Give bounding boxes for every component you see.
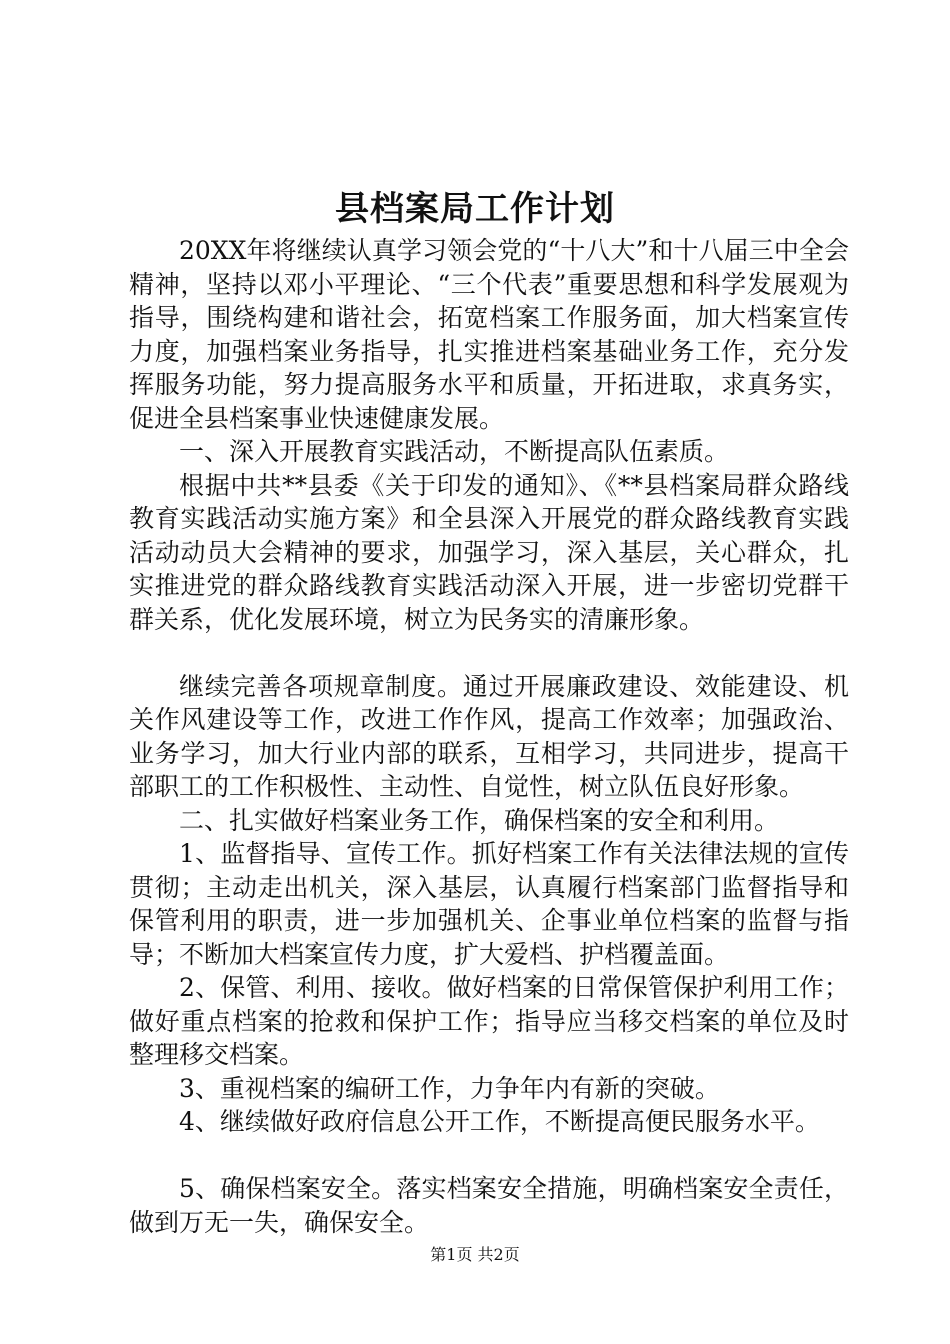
paragraph-education-practice: 根据中共**县委《关于印发的通知》、《**县档案局群众路线教育实践活动实施方案》和全县深入开展党的群众路线教育实践活动动员大会精神的要求，加强学习，深入基层，关心群众，扎实推进党的群众路线教育实践活动深入开展，进一步密切党群干群关系，优化发展环境，树立为民务实的清廉形象。 bbox=[129, 470, 849, 634]
section-heading-1: 一、深入开展教育实践活动，不断提高队伍素质。 bbox=[179, 437, 730, 466]
list-item-3: 3、重视档案的编研工作，力争年内有新的突破。 bbox=[179, 1073, 720, 1103]
section-heading-2: 二、扎实做好档案业务工作，确保档案的安全和利用。 bbox=[179, 805, 780, 835]
paragraph-intro: 20XX年将继续认真学习领会党的“十八大”和十八届三中全会精神，坚持以邓小平理论、“三个代表”重要思想和科学发展观为指导，围绕构建和谐社会，拓宽档案工作服务面，加大档案宣传力度，加强档案业务指导，扎实推进档案基础业务工作，充分发挥服务功能，努力提高服务水平和质量，开拓进取，求真务实，促进全县档案事业快速健康发展。 bbox=[129, 236, 849, 433]
list-item-5: 5、确保档案安全。落实档案安全措施，明确档案安全责任，做到万无一失，确保安全。 bbox=[129, 1174, 849, 1237]
document-body bbox=[129, 234, 849, 1239]
list-item-4: 4、继续做好政府信息公开工作，不断提高便民服务水平。 bbox=[179, 1107, 820, 1136]
document-title: 县档案局工作计划 bbox=[335, 189, 615, 229]
list-item-1: 1、监督指导、宣传工作。抓好档案工作有关法律法规的宣传贯彻；主动走出机关，深入基层，认真履行档案部门监督指导和保管利用的职责，进一步加强机关、企事业单位档案的监督与指导；不断加大档案宣传力度，扩大爱档、护档覆盖面。 bbox=[129, 839, 849, 969]
page-number-footer: 第1页 共2页 bbox=[430, 1245, 520, 1264]
list-item-2: 2、保管、利用、接收。做好档案的日常保管保护利用工作；做好重点档案的抢救和保护工作；指导应当移交档案的单位及时整理移交档案。 bbox=[129, 973, 849, 1069]
paragraph-rules-system: 继续完善各项规章制度。通过开展廉政建设、效能建设、机关作风建设等工作，改进工作作风，提高工作效率；加强政治、业务学习，加大行业内部的联系，互相学习，共同进步，提高干部职工的工作积极性、主动性、自觉性，树立队伍良好形象。 bbox=[129, 671, 849, 801]
